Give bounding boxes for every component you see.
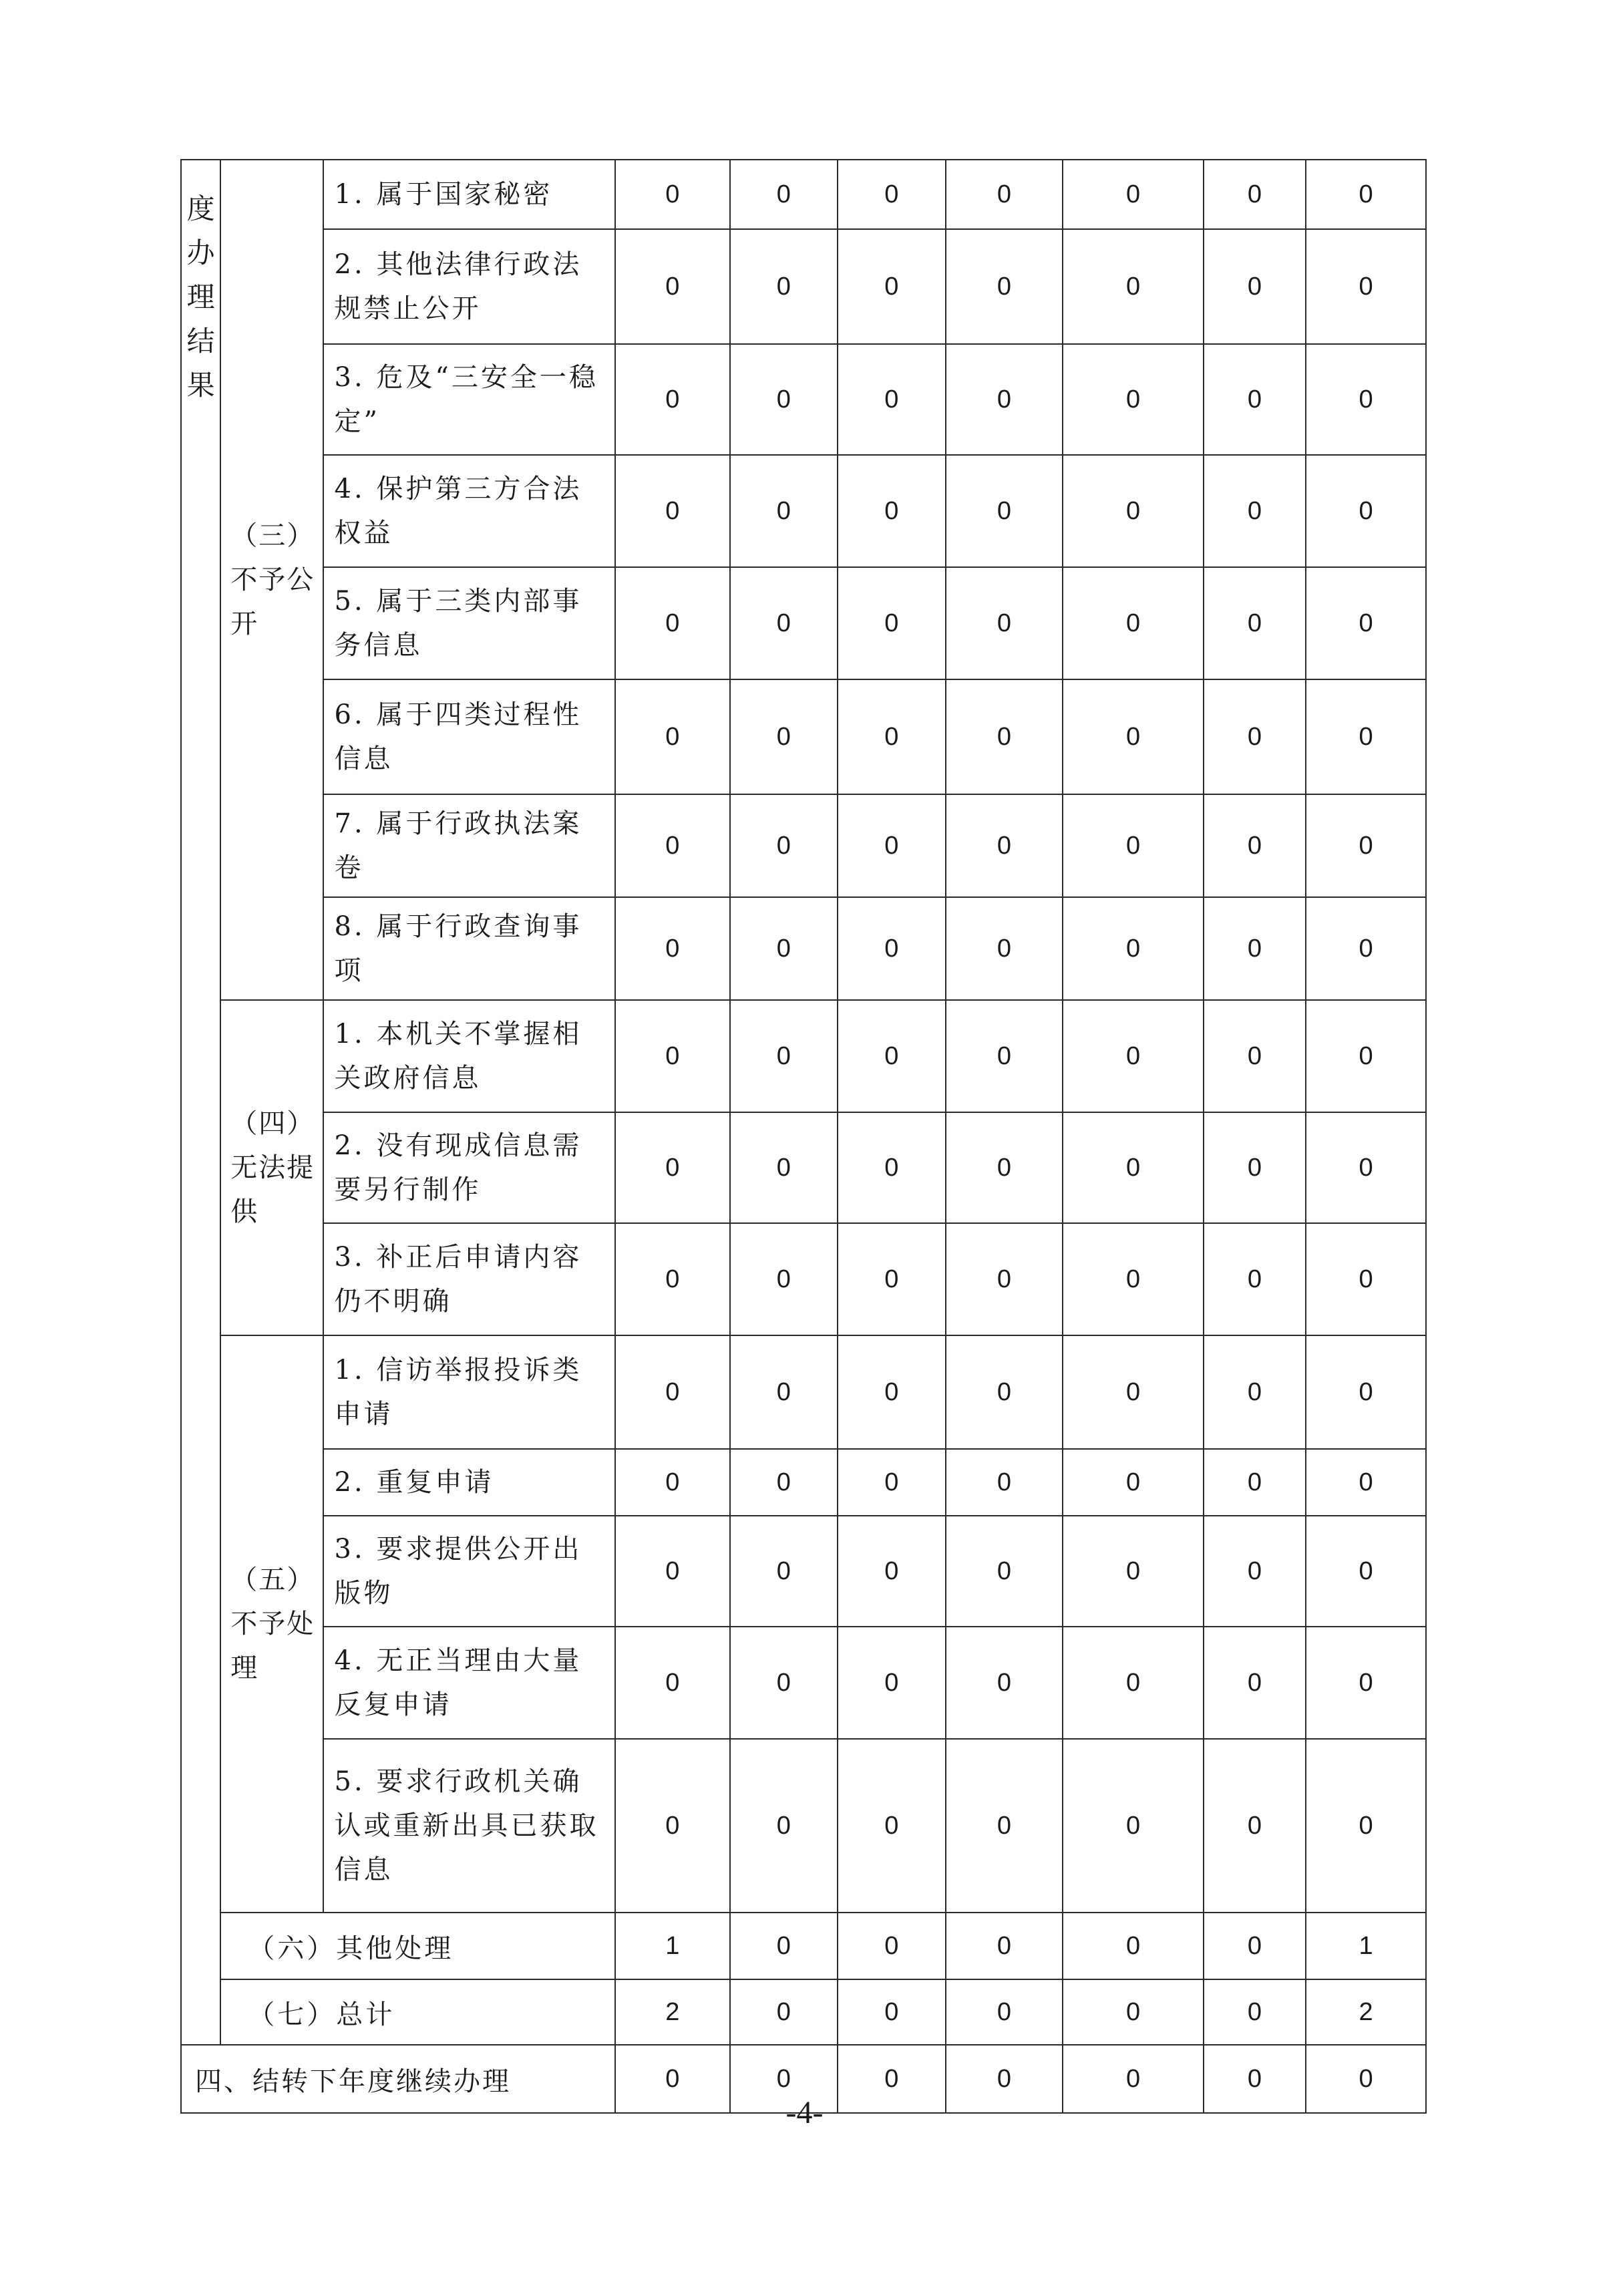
value-cell: 0	[946, 1739, 1063, 1913]
value-cell: 0	[1204, 897, 1306, 1000]
value-cell: 0	[1204, 1627, 1306, 1739]
table-row	[181, 1739, 1426, 1913]
value-cell: 0	[1306, 567, 1426, 679]
subcategory-label: 2. 重复申请	[323, 1449, 615, 1516]
section-heading-text: 度办理结果	[186, 192, 215, 401]
value-cell: 0	[615, 1516, 730, 1627]
value-cell: 0	[1204, 455, 1306, 567]
value-cell: 0	[615, 2045, 730, 2113]
value-cell: 0	[615, 1335, 730, 1449]
subcategory-label: 2. 其他法律行政法规禁止公开	[323, 229, 615, 344]
value-cell: 0	[1063, 229, 1204, 344]
value-cell: 0	[1306, 794, 1426, 897]
value-cell: 0	[730, 794, 838, 897]
value-cell: 0	[838, 1739, 945, 1913]
value-cell: 0	[1063, 679, 1204, 794]
value-cell: 0	[730, 1979, 838, 2045]
value-cell: 1	[1306, 1913, 1426, 1979]
value-cell: 0	[615, 1112, 730, 1223]
subcategory-label: 4. 保护第三方合法权益	[323, 455, 615, 567]
value-cell: 0	[1204, 1223, 1306, 1335]
value-cell: 0	[1063, 897, 1204, 1000]
value-cell: 0	[615, 1449, 730, 1516]
value-cell: 0	[1204, 567, 1306, 679]
value-cell: 0	[730, 1913, 838, 1979]
value-cell: 0	[1306, 897, 1426, 1000]
value-cell: 0	[615, 1000, 730, 1112]
value-cell: 0	[1204, 794, 1306, 897]
value-cell: 0	[838, 2045, 945, 2113]
subcategory-label: 7. 属于行政执法案卷	[323, 794, 615, 897]
value-cell: 0	[1204, 1739, 1306, 1913]
value-cell: 0	[838, 229, 945, 344]
value-cell: 0	[946, 1627, 1063, 1739]
category-unable-to-provide: （四）无法提供	[220, 1000, 323, 1335]
value-cell: 0	[1306, 2045, 1426, 2113]
value-cell: 0	[838, 1979, 945, 2045]
value-cell: 0	[946, 794, 1063, 897]
value-cell: 0	[730, 1627, 838, 1739]
value-cell: 0	[730, 455, 838, 567]
value-cell: 0	[946, 160, 1063, 229]
value-cell: 0	[946, 567, 1063, 679]
value-cell: 0	[1204, 679, 1306, 794]
table-row	[181, 794, 1426, 897]
value-cell: 0	[838, 567, 945, 679]
value-cell: 0	[1306, 1223, 1426, 1335]
value-cell: 0	[615, 679, 730, 794]
value-cell: 0	[1063, 344, 1204, 455]
value-cell: 0	[1063, 1627, 1204, 1739]
subcategory-label: 5. 属于三类内部事务信息	[323, 567, 615, 679]
value-cell: 0	[838, 344, 945, 455]
value-cell: 0	[838, 160, 945, 229]
subcategory-label: 6. 属于四类过程性信息	[323, 679, 615, 794]
value-cell: 0	[838, 1913, 945, 1979]
value-cell: 0	[1063, 1739, 1204, 1913]
value-cell: 0	[1063, 1913, 1204, 1979]
category-not-processed: （五）不予处理	[220, 1335, 323, 1913]
value-cell: 0	[1063, 160, 1204, 229]
value-cell: 0	[946, 1979, 1063, 2045]
value-cell: 0	[730, 679, 838, 794]
table-row	[181, 679, 1426, 794]
value-cell: 0	[838, 1516, 945, 1627]
value-cell: 0	[1204, 1449, 1306, 1516]
value-cell: 0	[946, 2045, 1063, 2113]
subcategory-label: 3. 要求提供公开出版物	[323, 1516, 615, 1627]
carryover-label: 四、结转下年度继续办理	[181, 2045, 615, 2113]
value-cell: 0	[1063, 2045, 1204, 2113]
value-cell: 0	[615, 344, 730, 455]
value-cell: 0	[615, 1223, 730, 1335]
value-cell: 0	[1306, 229, 1426, 344]
table-row	[181, 344, 1426, 455]
table-row	[181, 160, 1426, 229]
value-cell: 0	[615, 567, 730, 679]
value-cell: 0	[615, 897, 730, 1000]
subcategory-label: 5. 要求行政机关确认或重新出具已获取信息	[323, 1739, 615, 1913]
value-cell: 0	[730, 344, 838, 455]
table-row	[181, 455, 1426, 567]
value-cell: 0	[946, 455, 1063, 567]
value-cell: 0	[730, 160, 838, 229]
value-cell: 0	[1063, 1223, 1204, 1335]
value-cell: 0	[730, 229, 838, 344]
value-cell: 0	[615, 455, 730, 567]
value-cell: 0	[730, 567, 838, 679]
value-cell: 0	[1306, 160, 1426, 229]
table-body	[181, 160, 1426, 2113]
value-cell: 0	[1204, 1516, 1306, 1627]
value-cell: 0	[838, 1449, 945, 1516]
value-cell: 0	[1063, 567, 1204, 679]
section-heading	[181, 160, 220, 2045]
value-cell: 0	[946, 1000, 1063, 1112]
value-cell: 0	[730, 897, 838, 1000]
value-cell: 0	[730, 1335, 838, 1449]
value-cell: 0	[730, 1739, 838, 1913]
value-cell: 0	[1204, 1913, 1306, 1979]
value-cell: 0	[1306, 679, 1426, 794]
value-cell: 0	[838, 794, 945, 897]
table-row	[181, 1979, 1426, 2045]
table-row	[181, 567, 1426, 679]
subcategory-label: 2. 没有现成信息需要另行制作	[323, 1112, 615, 1223]
category-not-disclosed: （三）不予公开	[220, 160, 323, 1000]
value-cell: 0	[838, 455, 945, 567]
value-cell: 0	[615, 160, 730, 229]
value-cell: 0	[1306, 1516, 1426, 1627]
value-cell: 0	[838, 1627, 945, 1739]
value-cell: 0	[946, 229, 1063, 344]
value-cell: 0	[1063, 794, 1204, 897]
table-row	[181, 1913, 1426, 1979]
value-cell: 0	[1063, 455, 1204, 567]
value-cell: 0	[946, 1449, 1063, 1516]
value-cell: 0	[838, 1112, 945, 1223]
table-row	[181, 1000, 1426, 1112]
value-cell: 0	[615, 229, 730, 344]
subcategory-label: 4. 无正当理由大量反复申请	[323, 1627, 615, 1739]
value-cell: 0	[946, 1913, 1063, 1979]
subcategory-label: 1. 属于国家秘密	[323, 160, 615, 229]
value-cell: 0	[1306, 344, 1426, 455]
value-cell: 0	[730, 1449, 838, 1516]
value-cell: 0	[1063, 1979, 1204, 2045]
value-cell: 0	[946, 1112, 1063, 1223]
value-cell: 0	[838, 897, 945, 1000]
table-row	[181, 897, 1426, 1000]
value-cell: 0	[838, 1000, 945, 1112]
page-number: -4-	[785, 2095, 824, 2130]
report-table	[180, 159, 1427, 2114]
value-cell: 0	[838, 679, 945, 794]
value-cell: 0	[946, 897, 1063, 1000]
other-processing-label: （六）其他处理	[220, 1913, 615, 1979]
value-cell: 0	[946, 344, 1063, 455]
subcategory-label: 1. 本机关不掌握相关政府信息	[323, 1000, 615, 1112]
value-cell: 0	[1204, 1979, 1306, 2045]
value-cell: 0	[1063, 1335, 1204, 1449]
value-cell: 0	[1204, 344, 1306, 455]
value-cell: 0	[838, 1223, 945, 1335]
value-cell: 0	[1204, 160, 1306, 229]
value-cell: 0	[615, 1627, 730, 1739]
value-cell: 0	[1306, 1627, 1426, 1739]
value-cell: 0	[1204, 1112, 1306, 1223]
value-cell: 2	[615, 1979, 730, 2045]
value-cell: 0	[1306, 455, 1426, 567]
value-cell: 0	[1204, 2045, 1306, 2113]
table-row	[181, 1223, 1426, 1335]
table-row	[181, 1449, 1426, 1516]
value-cell: 0	[615, 794, 730, 897]
table-row	[181, 1627, 1426, 1739]
value-cell: 2	[1306, 1979, 1426, 2045]
value-cell: 0	[1204, 1335, 1306, 1449]
value-cell: 0	[1306, 1335, 1426, 1449]
value-cell: 0	[730, 1516, 838, 1627]
subcategory-label: 1. 信访举报投诉类申请	[323, 1335, 615, 1449]
total-label: （七）总计	[220, 1979, 615, 2045]
value-cell: 0	[615, 1739, 730, 1913]
table-row	[181, 1112, 1426, 1223]
value-cell: 0	[838, 1335, 945, 1449]
subcategory-label: 3. 补正后申请内容仍不明确	[323, 1223, 615, 1335]
value-cell: 0	[1306, 1739, 1426, 1913]
subcategory-label: 8. 属于行政查询事项	[323, 897, 615, 1000]
value-cell: 0	[730, 1000, 838, 1112]
value-cell: 0	[1306, 1000, 1426, 1112]
table-row	[181, 1335, 1426, 1449]
value-cell: 0	[1063, 1000, 1204, 1112]
value-cell: 0	[946, 1516, 1063, 1627]
value-cell: 0	[1063, 1516, 1204, 1627]
value-cell: 0	[1063, 1112, 1204, 1223]
value-cell: 0	[730, 1223, 838, 1335]
value-cell: 0	[1204, 229, 1306, 344]
value-cell: 0	[946, 1335, 1063, 1449]
value-cell: 1	[615, 1913, 730, 1979]
value-cell: 0	[1306, 1449, 1426, 1516]
table-row	[181, 229, 1426, 344]
subcategory-label: 3. 危及“三安全一稳定”	[323, 344, 615, 455]
value-cell: 0	[946, 679, 1063, 794]
value-cell: 0	[730, 1112, 838, 1223]
value-cell: 0	[1306, 1112, 1426, 1223]
value-cell: 0	[1204, 1000, 1306, 1112]
table-row	[181, 1516, 1426, 1627]
value-cell: 0	[946, 1223, 1063, 1335]
value-cell: 0	[1063, 1449, 1204, 1516]
value-cell: 0	[730, 2045, 838, 2113]
